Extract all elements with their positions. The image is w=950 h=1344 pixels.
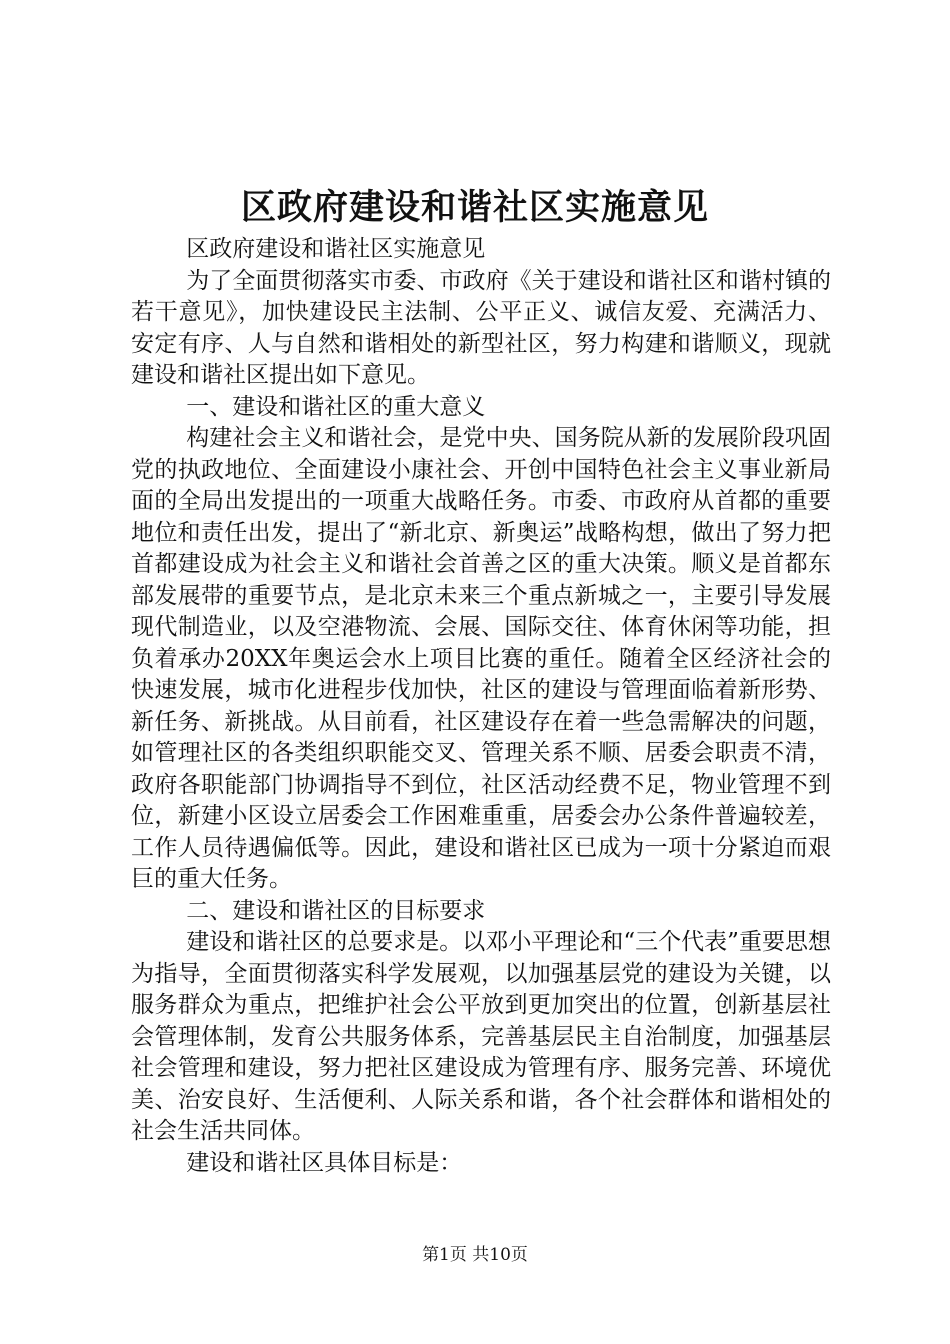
page-number: 第1页 共10页	[422, 1245, 528, 1265]
section-heading-2: 二、建设和谐社区的目标要求	[186, 897, 486, 924]
section-heading-1: 一、建设和谐社区的重大意义	[186, 393, 486, 420]
paragraph-significance: 构建社会主义和谐社会，是党中央、国务院从新的发展阶段巩固党的执政地位、全面建设小康社会、开创中国特色社会主义事业新局面的全局出发提出的一项重大战略任务。市委、市政府从首都的重要地位和责任出发，提出了“新北京、新奥运”战略构想，做出了努力把首都建设成为社会主义和谐社会首善之区的重大决策。顺义是首都东部发展带的重要节点，是北京未来三个重点新城之一，主要引导发展现代制造业，以及空港物流、会展、国际交往、体育休闲等功能，担负着承办20XX年奥运会水上项目比赛的重任。随着全区经济社会的快速发展，城市化进程步伐加快，社区的建设与管理面临着新形势、新任务、新挑战。从目前看，社区建设存在着一些急需解决的问题，如管理社区的各类组织职能交叉、管理关系不顺、居委会职责不清，政府各职能部门协调指导不到位，社区活动经费不足，物业管理不到位，新建小区设立居委会工作困难重重，居委会办公条件普遍较差，工作人员待遇偏低等。因此，建设和谐社区已成为一项十分紧迫而艰巨的重大任务。	[131, 425, 831, 892]
paragraph-subtitle: 区政府建设和谐社区实施意见	[186, 236, 486, 262]
document-body	[131, 234, 831, 1179]
paragraph-intro: 为了全面贯彻落实市委、市政府《关于建设和谐社区和谐村镇的若干意见》，加快建设民主法制、公平正义、诚信友爱、充满活力、安定有序、人与自然和谐相处的新型社区，努力构建和谐顺义，现就建设和谐社区提出如下意见。	[131, 267, 831, 388]
page-title: 区政府建设和谐社区实施意见	[240, 187, 709, 228]
paragraph-goals: 建设和谐社区具体目标是：	[186, 1149, 463, 1176]
paragraph-requirements: 建设和谐社区的总要求是。以邓小平理论和“三个代表”重要思想为指导，全面贯彻落实科学发展观，以加强基层党的建设为关键，以服务群众为重点，把维护社会公平放到更加突出的位置，创新基层社会管理体制，发育公共服务体系，完善基层民主自治制度，加强基层社会管理和建设，努力把社区建设成为管理有序、服务完善、环境优美、治安良好、生活便利、人际关系和谐，各个社会群体和谐相处的社会生活共同体。	[131, 929, 831, 1144]
